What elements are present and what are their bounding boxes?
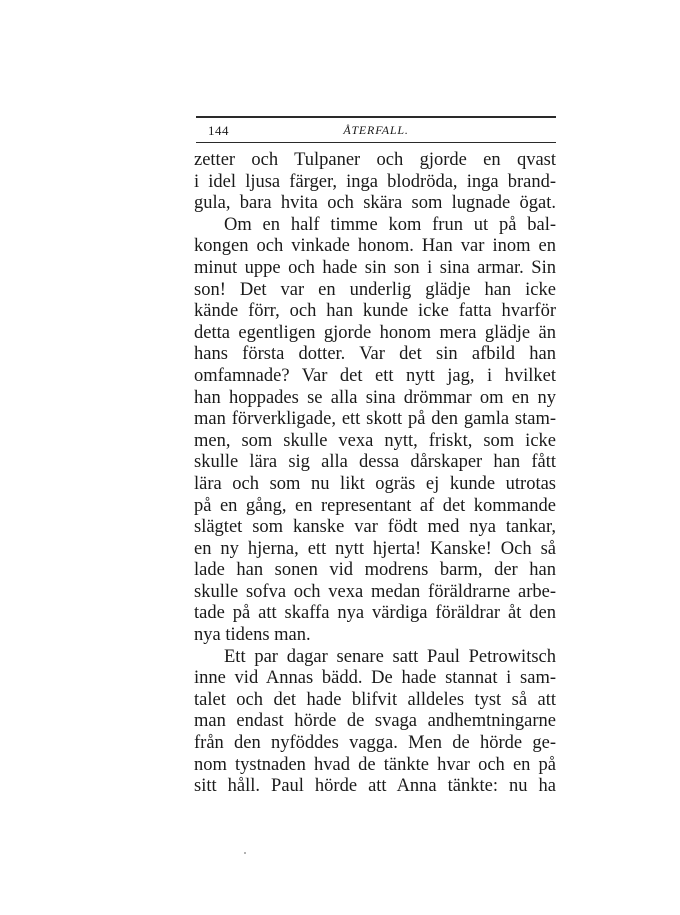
running-title: ÅTERFALL. [343, 123, 409, 137]
text-line: gula, bara hvita och skära som lugnade ögat. [194, 193, 556, 214]
text-line: man endast hörde de svaga andhemtningarne [194, 711, 556, 732]
text-line: skulle sofva och vexa medan föräldrarne arbe- [194, 581, 556, 602]
text-line: lade han sonen vid modrens barm, der han [194, 560, 556, 581]
text-line: han hoppades se alla sina drömmar om en ny [194, 387, 556, 408]
text-line: zetter och Tulpaner och gjorde en qvast [194, 150, 556, 170]
text-line: nya tidens man. [194, 625, 311, 646]
text-line: lära och som nu likt ogräs ej kunde utrotas [194, 473, 556, 494]
header-top-rule [196, 116, 556, 118]
paper-speck [244, 852, 246, 854]
text-line: nom tystnaden hvad de tänkte hvar och en på [194, 754, 556, 775]
text-line: man förverkligade, ett skott på den gamla stam- [194, 409, 556, 430]
text-line: minut uppe och hade sin son i sina armar. Sin [194, 257, 556, 278]
text-line: från den nyföddes vagga. Men de hörde ge- [194, 733, 556, 754]
text-line: talet och det hade blifvit alldeles tyst så att [194, 689, 556, 710]
text-line: på en gång, en representant af det kommande [194, 495, 556, 516]
text-line: Ett par dagar senare satt Paul Petrowitsch [224, 646, 556, 667]
text-line: tade på att skaffa nya värdiga föräldrar åt den [194, 603, 556, 624]
header-bottom-rule [196, 142, 556, 143]
body-text [194, 150, 556, 798]
text-line: men, som skulle vexa nytt, friskt, som icke [194, 430, 556, 451]
text-line: son! Det var en underlig glädje han icke [194, 279, 556, 300]
text-line: inne vid Annas bädd. De hade stannat i sam- [194, 668, 556, 689]
text-line: omfamnade? Var det ett nytt jag, i hvilket [194, 365, 556, 386]
text-line: kände förr, och han kunde icke fatta hvarför [194, 301, 556, 322]
text-line: sitt håll. Paul hörde att Anna tänkte: nu ha [194, 776, 556, 797]
text-line: hans första dotter. Var det sin afbild han [194, 344, 556, 365]
text-line: i idel ljusa färger, inga blodröda, inga brand- [194, 171, 556, 192]
text-line: skulle lära sig alla dessa dårskaper han fått [194, 452, 556, 473]
text-line: detta egentligen gjorde honom mera glädje än [194, 322, 556, 343]
text-line: Om en half timme kom frun ut på bal- [224, 214, 556, 235]
page-header [196, 121, 556, 141]
text-line: kongen och vinkade honom. Han var inom en [194, 236, 556, 257]
text-line: en ny hjerna, ett nytt hjerta! Kanske! Och så [194, 538, 556, 559]
page-number: 144 [208, 123, 229, 138]
text-line: slägtet som kanske var födt med nya tankar, [194, 517, 556, 538]
